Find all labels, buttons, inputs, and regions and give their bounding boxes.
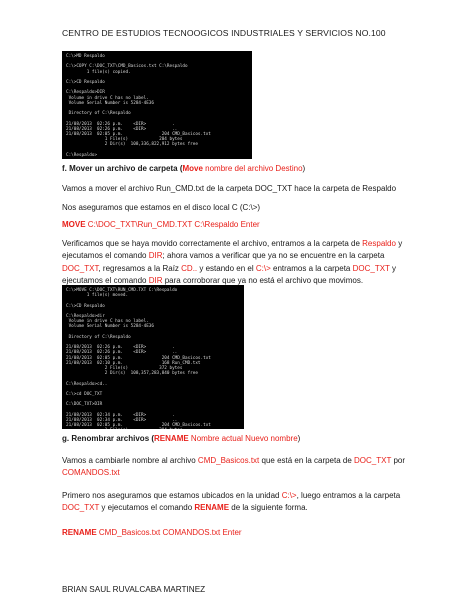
section-g-heading-command: RENAME <box>154 434 189 443</box>
console-line: 21/08/2013 02:34 p.m. <DIR> . <box>66 412 175 418</box>
rename-step-text-3: , luego entramos a la carpeta <box>296 491 401 500</box>
verify-text-7: , regresamos a la Raíz <box>98 263 182 273</box>
section-g-heading <box>62 433 412 445</box>
console-line: 21/08/2013 02:26 p.m. <DIR> .. <box>66 126 178 132</box>
verify-text-11: entramos a la carpeta <box>270 263 353 273</box>
section-g-heading-prefix: g. Renombrar archivos ( <box>62 434 155 443</box>
rename-step-text-2: C:\> <box>281 491 297 500</box>
console-line: C:\DOC_TXT>DIR <box>66 402 103 408</box>
verify-text-3: y ejecutamos el comando <box>62 239 403 261</box>
rename-step-text-6: RENAME <box>194 503 230 513</box>
verify-text-8: CD.. <box>181 263 198 273</box>
console-line: 2 Dir(s) 108,336,822,912 bytes free <box>66 142 198 148</box>
section-f-heading-args: nombre del archivo Destino <box>202 164 303 173</box>
console-line: 21/08/2013 02:26 p.m. <DIR> . <box>66 121 175 127</box>
console-line: C:\Respaldo>DIR <box>66 90 105 96</box>
console-line: 21/08/2013 02:26 p.m. <DIR> .. <box>66 350 178 356</box>
console-line: 21/08/2013 02:05 p.m. 204 CMD_Basicos.txt <box>66 132 211 138</box>
rename-step-text-1: Primero nos aseguramos que estamos ubicados en la unidad <box>62 491 282 500</box>
section-f-command <box>62 219 412 231</box>
rename-command-args: CMD_Basicos.txt COMANDOS.txt Enter <box>96 528 242 537</box>
console-line: C:\>MOVE C:\DOC_TXT\RUN_CMD.TXT C:\Respaldo <box>66 288 178 293</box>
verify-text-10: C:\> <box>255 263 271 273</box>
verify-text-1: Verificamos que se haya movido correctamente el archivo, entramos a la carpeta de <box>62 239 363 248</box>
console-line: Volume Serial Number is 5284-4E36 <box>66 100 154 106</box>
console-line: C:\>CD Respaldo <box>66 80 105 86</box>
section-f-heading-suffix: ) <box>302 164 306 173</box>
rename-text-3: que está en la carpeta de <box>259 456 355 465</box>
section-g-heading-args: Nombre actual Nuevo nombre <box>188 434 298 443</box>
verify-text-13: y ejecutamos el comando <box>62 263 397 286</box>
console-line: C:\Respaldo> <box>66 152 98 158</box>
console-line <box>66 428 240 429</box>
console-line: C:\Respaldo>dir <box>66 314 105 320</box>
verify-text-6: DOC_TXT <box>62 263 99 273</box>
console-line: C:\Respaldo>cd.. <box>66 381 108 387</box>
verify-text-12: DOC_TXT <box>352 263 390 273</box>
section-f-heading-command: Move <box>182 164 203 173</box>
console-line: 2 File(s) 372 bytes <box>66 366 183 372</box>
console-line: 21/08/2013 02:05 p.m. 204 CMD_Basicos.txt <box>66 423 211 429</box>
console-line: 2 Dir(s) 108,357,283,840 bytes free <box>66 371 198 377</box>
console-line: Directory of C:\Respaldo <box>66 111 131 117</box>
verify-text-9: y estando en el <box>197 263 256 273</box>
console-line: Directory of C:\Respaldo <box>66 334 131 340</box>
verify-text-2: Respaldo <box>362 239 396 248</box>
console-line: C:\>MD Respaldo <box>66 54 105 59</box>
rename-text-4: DOC_TXT <box>354 456 392 465</box>
console-line: C:\>COPY C:\DOC_TXT\CMD_Basicos.txt C:\Respaldo <box>66 64 188 70</box>
verify-text-15: para corroborar que ya no está el archivo que movimos. <box>162 276 364 286</box>
move-keyword: MOVE <box>62 220 86 229</box>
move-command-args: C:\DOC_TXT\Run_CMD.TXT C:\Respaldo Enter <box>85 220 260 229</box>
console-line: C:\>cd DOC_TXT <box>66 392 103 398</box>
rename-text-6: COMANDOS.txt <box>62 468 120 478</box>
rename-text-2: CMD_Basicos.txt <box>197 456 260 465</box>
section-f-heading-prefix: f. Mover un archivo de carpeta ( <box>62 164 183 173</box>
section-g-paragraph-1 <box>62 455 412 480</box>
rename-text-5: por <box>391 456 406 465</box>
console-line: C:\>CD Respaldo <box>66 303 105 309</box>
console-line: 21/08/2013 02:10 p.m. 168 Run_CMD.txt <box>66 360 201 366</box>
section-f-heading <box>62 163 412 175</box>
verify-text-5: ; ahora vamos a verificar que ya no se encuentre en la carpeta <box>162 251 385 261</box>
section-g-paragraph-2 <box>62 490 412 515</box>
section-f-paragraph-1: Vamos a mover el archivo Run_CMD.txt de la carpeta DOC_TXT hace la carpeta de Respaldo <box>62 184 397 193</box>
console-line: 1 File(s) 204 bytes <box>66 137 183 143</box>
console-line: 21/08/2013 02:34 p.m. <DIR> .. <box>66 418 178 424</box>
console-line: Volume in drive C has no label. <box>66 319 149 325</box>
section-f-verification-text <box>62 238 412 288</box>
rename-keyword: RENAME <box>62 528 97 537</box>
rename-text-1: Vamos a cambiarle nombre al archivo <box>62 456 198 465</box>
page-footer-author: BRIAN SAUL RUVALCABA MARTINEZ <box>62 585 206 594</box>
rename-step-text-4: DOC_TXT <box>62 503 100 513</box>
console-line: Volume Serial Number is 5284-4E36 <box>66 324 154 330</box>
rename-step-text-5: y ejecutamos el comando <box>99 503 195 513</box>
console-line: 1 file(s) copied. <box>66 69 131 75</box>
rename-step-text-7: de la siguiente forma. <box>229 503 308 513</box>
section-f-paragraph-2: Nos aseguramos que estamos en el disco local C (C:\>) <box>62 203 261 212</box>
section-g-heading-suffix: ) <box>297 434 301 443</box>
page-header: CENTRO DE ESTUDIOS TECNOOGICOS INDUSTRIALES Y SERVICIOS NO.100 <box>62 28 386 38</box>
console-line: 21/08/2013 02:26 p.m. <DIR> . <box>66 345 175 351</box>
verify-text-14: DIR <box>148 276 163 286</box>
console-line: 1 file(s) moved. <box>66 293 129 299</box>
verify-text-4: DIR <box>148 251 163 261</box>
console-line: Volume in drive C has no label. <box>66 95 149 101</box>
section-g-command <box>62 527 412 539</box>
console-screenshot-move <box>62 285 244 429</box>
console-screenshot-copy <box>62 51 252 159</box>
console-line: 21/08/2013 02:05 p.m. 204 CMD_Basicos.txt <box>66 355 211 361</box>
